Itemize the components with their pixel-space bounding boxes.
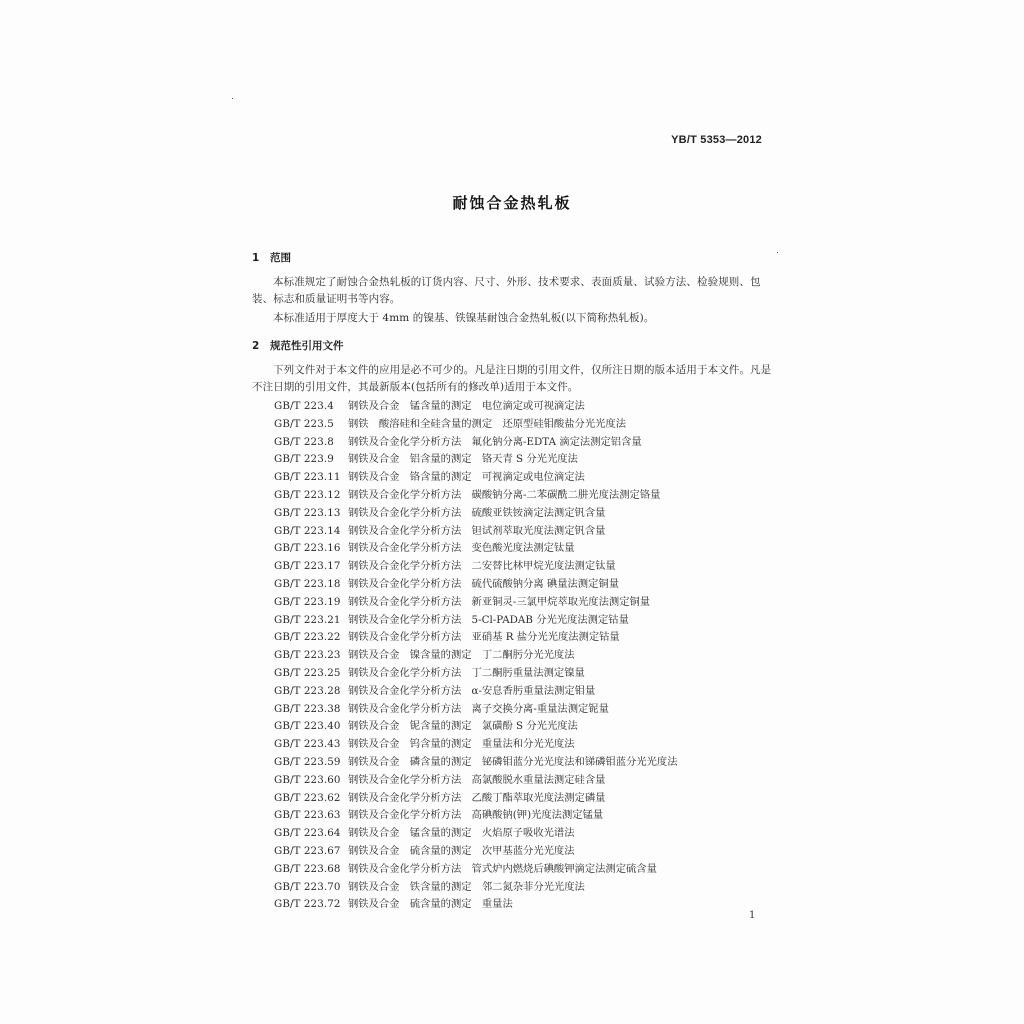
reference-item (274, 718, 678, 736)
reference-item (274, 469, 678, 487)
reference-title: 钢铁及合金化学分析方法 5-Cl-PADAB 分光光度法测定钴量 (348, 613, 629, 626)
reference-title: 钢铁及合金 硫含量的测定 次甲基蓝分光光度法 (348, 844, 575, 857)
reference-item (274, 505, 678, 523)
reference-title: 钢铁及合金 铝含量的测定 铬天青 S 分光光度法 (348, 453, 578, 466)
reference-code: GB/T 223.8 (274, 435, 334, 448)
reference-item (274, 594, 678, 612)
reference-title: 钢铁及合金化学分析方法 管式炉内燃烧后碘酸钾滴定法测定硫含量 (348, 862, 657, 875)
reference-code: GB/T 223.13 (274, 506, 341, 519)
reference-item (274, 398, 678, 416)
reference-code: GB/T 223.60 (274, 773, 341, 786)
reference-title: 钢铁及合金化学分析方法 碳酸钠分离-二苯碳酰二肼光度法测定铬量 (348, 488, 661, 501)
reference-code: GB/T 223.12 (274, 488, 341, 501)
reference-item (274, 629, 678, 647)
reference-title: 钢铁及合金 镍含量的测定 丁二酮肟分光光度法 (348, 649, 575, 662)
reference-code: GB/T 223.16 (274, 542, 341, 555)
reference-title: 钢铁及合金 铁含量的测定 邻二氮杂菲分光光度法 (348, 880, 585, 893)
reference-item (274, 772, 678, 790)
reference-title: 钢铁及合金化学分析方法 新亚铜灵-三氯甲烷萃取光度法测定铜量 (348, 595, 651, 608)
reference-code: GB/T 223.4 (274, 400, 334, 412)
reference-list (274, 398, 678, 914)
reference-title: 钢铁及合金 锰含量的测定 电位滴定或可视滴定法 (348, 400, 585, 412)
reference-code: GB/T 223.9 (274, 453, 334, 466)
reference-item (274, 683, 678, 701)
reference-item (274, 825, 678, 843)
reference-code: GB/T 223.17 (274, 560, 341, 573)
reference-title: 钢铁及合金化学分析方法 硫代硫酸钠分离 碘量法测定铜量 (348, 577, 619, 590)
reference-item (274, 807, 678, 825)
scope-paragraph: 本标准适用于厚度大于 4mm 的镍基、铁镍基耐蚀合金热轧板(以下简称热轧板)。 (273, 312, 655, 324)
section-number: 1 (252, 252, 260, 264)
section-number: 2 (252, 340, 260, 352)
scan-speck (232, 98, 233, 99)
reference-title: 钢铁及合金化学分析方法 丁二酮肟重量法测定镍量 (348, 666, 585, 679)
reference-code: GB/T 223.67 (274, 844, 341, 857)
section-title: 范围 (270, 252, 291, 264)
reference-item (274, 843, 678, 861)
reference-item (274, 416, 678, 434)
reference-code: GB/T 223.38 (274, 702, 341, 715)
reference-code: GB/T 223.18 (274, 577, 341, 590)
reference-title: 钢铁及合金化学分析方法 高氯酸脱水重量法测定硅含量 (348, 773, 606, 786)
reference-item (274, 434, 678, 452)
reference-title: 钢铁及合金化学分析方法 变色酸光度法测定钛量 (348, 542, 575, 555)
references-intro: 下列文件对于本文件的应用是必不可少的。凡是注日期的引用文件，仅所注日期的版本适用于本文件。凡是不注日期的引用文件，其最新版本(包括所有的修改单)适用于本文件。 (252, 364, 772, 393)
reference-title: 钢铁及合金化学分析方法 钽试剂萃取光度法测定钒含量 (348, 524, 606, 537)
reference-item (274, 451, 678, 469)
section-heading-references (252, 338, 344, 353)
reference-title: 钢铁及合金 磷含量的测定 铋磷钼蓝分光光度法和锑磷钼蓝分光光度法 (348, 755, 678, 768)
reference-title: 钢铁及合金化学分析方法 氟化钠分离-EDTA 滴定法测定铝含量 (348, 435, 642, 448)
reference-code: GB/T 223.28 (274, 684, 341, 697)
reference-item (274, 540, 678, 558)
document-title: 耐蚀合金热轧板 (452, 194, 572, 212)
reference-code: GB/T 223.11 (274, 471, 341, 484)
reference-item (274, 790, 678, 808)
reference-item (274, 523, 678, 541)
reference-title: 钢铁及合金 铌含量的测定 氯磺酚 S 分光光度法 (348, 720, 578, 733)
reference-code: GB/T 223.59 (274, 755, 341, 768)
reference-item (274, 879, 678, 897)
reference-item (274, 896, 678, 914)
reference-item (274, 558, 678, 576)
reference-item (274, 576, 678, 594)
reference-title: 钢铁及合金 锰含量的测定 火焰原子吸收光谱法 (348, 827, 575, 840)
reference-item (274, 701, 678, 719)
reference-title: 钢铁 酸溶硅和全硅含量的测定 还原型硅钼酸盐分光光度法 (348, 417, 627, 430)
reference-code: GB/T 223.72 (274, 898, 341, 911)
reference-code: GB/T 223.70 (274, 880, 341, 893)
reference-code: GB/T 223.62 (274, 791, 341, 804)
standard-code: YB/T 5353—2012 (671, 134, 762, 146)
reference-title: 钢铁及合金 硫含量的测定 重量法 (348, 898, 513, 911)
scope-paragraph: 本标准规定了耐蚀合金热轧板的订货内容、尺寸、外形、技术要求、表面质量、试验方法、检验规则、包装、标志和质量证明书等内容。 (252, 276, 761, 305)
reference-code: GB/T 223.14 (274, 524, 341, 537)
reference-code: GB/T 223.19 (274, 595, 341, 608)
section-title: 规范性引用文件 (270, 340, 344, 352)
reference-code: GB/T 223.40 (274, 720, 341, 733)
reference-code: GB/T 223.23 (274, 649, 341, 662)
reference-item (274, 861, 678, 879)
reference-title: 钢铁及合金化学分析方法 硫酸亚铁铵滴定法测定钒含量 (348, 506, 606, 519)
reference-title: 钢铁及合金 钨含量的测定 重量法和分光光度法 (348, 738, 575, 751)
reference-code: GB/T 223.68 (274, 862, 341, 875)
reference-title: 钢铁及合金化学分析方法 二安替比林甲烷光度法测定钛量 (348, 560, 616, 573)
reference-code: GB/T 223.21 (274, 613, 341, 626)
reference-code: GB/T 223.64 (274, 827, 341, 840)
reference-title: 钢铁及合金化学分析方法 离子交换分离-重量法测定铌量 (348, 702, 609, 715)
reference-code: GB/T 223.63 (274, 809, 341, 822)
reference-code: GB/T 223.43 (274, 738, 341, 751)
reference-title: 钢铁及合金 铬含量的测定 可视滴定或电位滴定法 (348, 471, 585, 484)
reference-item (274, 736, 678, 754)
reference-code: GB/T 223.25 (274, 666, 341, 679)
scan-speck (777, 252, 778, 253)
reference-item (274, 612, 678, 630)
reference-title: 钢铁及合金化学分析方法 亚硝基 R 盐分光光度法测定钴量 (348, 631, 620, 644)
reference-item (274, 665, 678, 683)
reference-title: 钢铁及合金化学分析方法 α-安息香肟重量法测定钼量 (348, 684, 596, 697)
section-heading-scope (252, 250, 291, 265)
reference-item (274, 487, 678, 505)
reference-title: 钢铁及合金化学分析方法 乙酸丁酯萃取光度法测定磷量 (348, 791, 606, 804)
reference-title: 钢铁及合金化学分析方法 高碘酸钠(钾)光度法测定锰量 (348, 809, 604, 822)
reference-code: GB/T 223.22 (274, 631, 341, 644)
reference-item (274, 754, 678, 772)
reference-code: GB/T 223.5 (274, 417, 334, 430)
page-number: 1 (749, 910, 756, 921)
reference-item (274, 647, 678, 665)
